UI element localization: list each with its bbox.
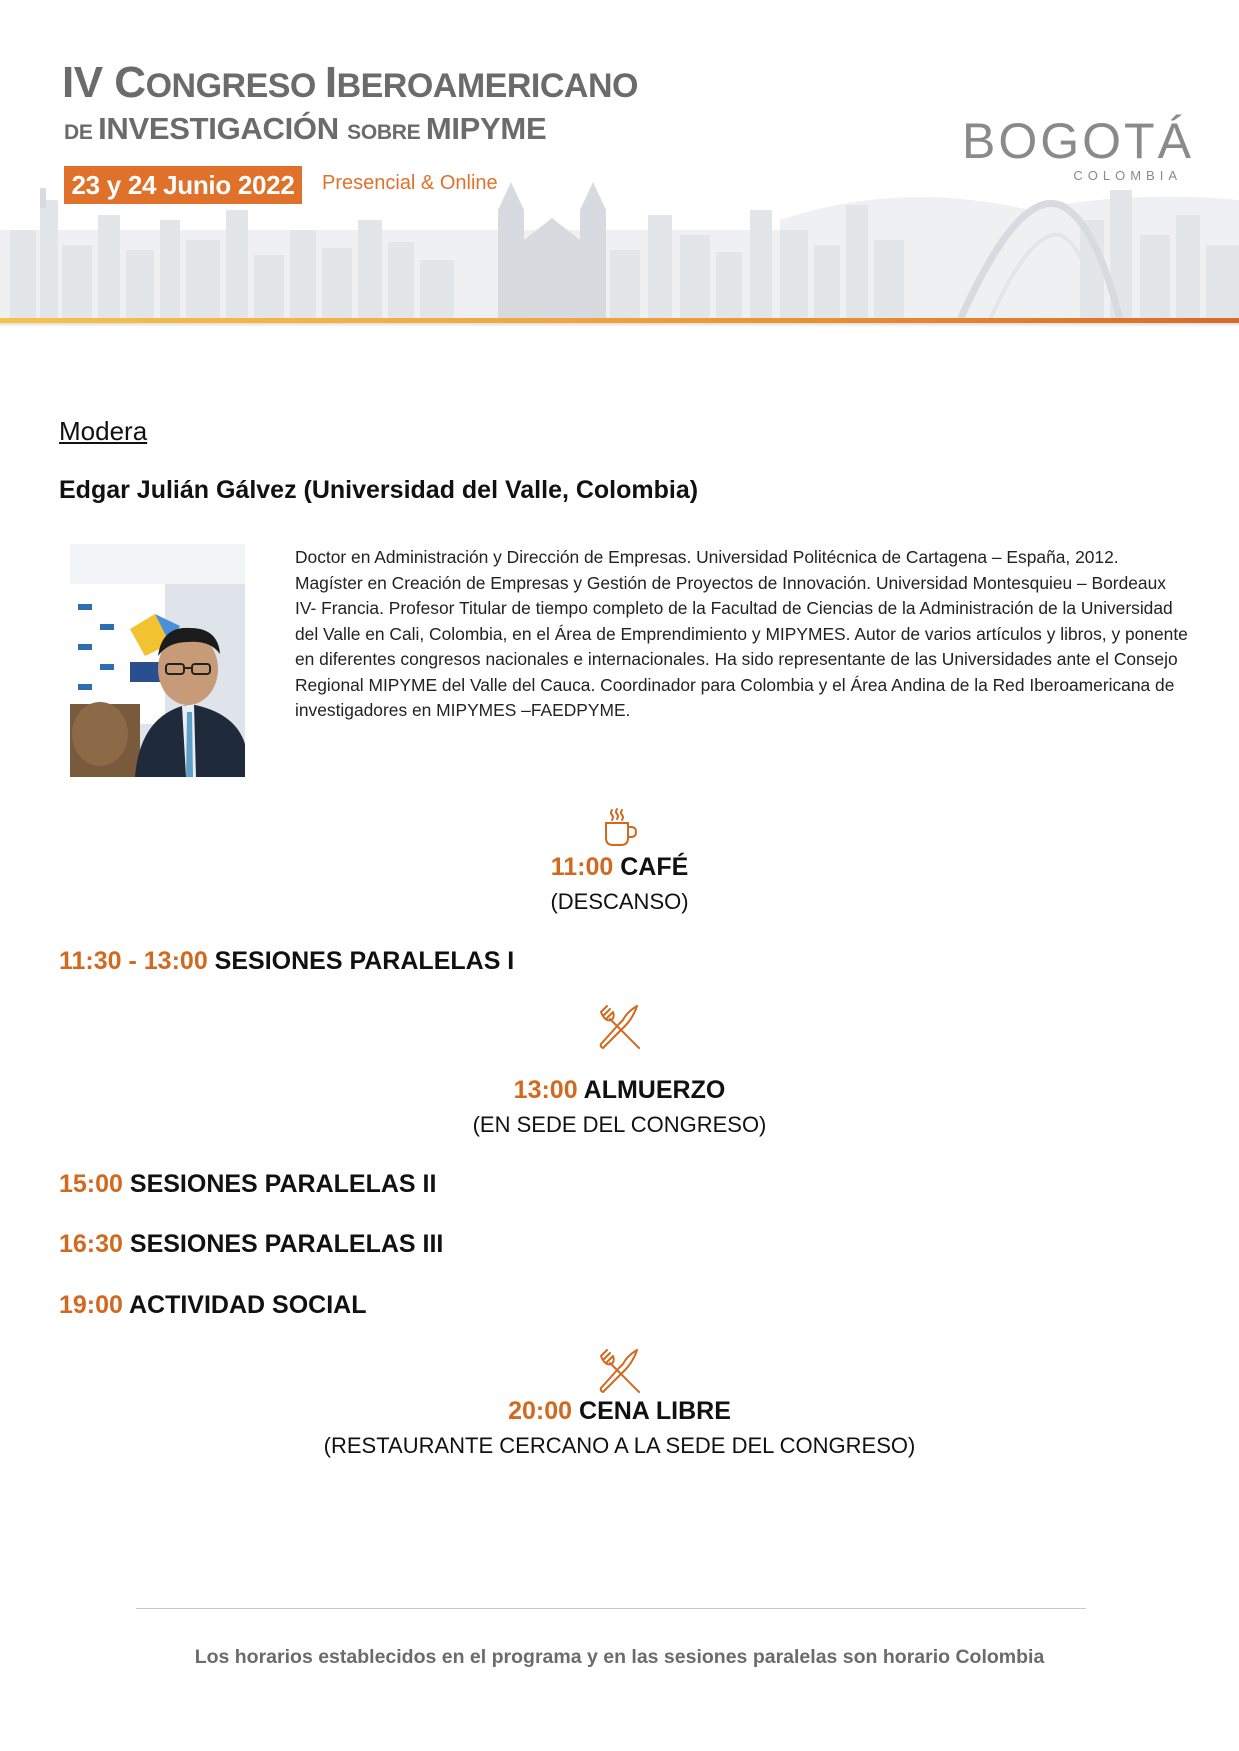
moderator-portrait-icon xyxy=(70,544,245,777)
dinner-title: 20:00 CENA LIBRE xyxy=(508,1397,731,1425)
date-badge: 23 y 24 Junio 2022 xyxy=(64,166,302,204)
city-logo: BOGOTÁ xyxy=(962,113,1194,169)
congress-title-line2: DE INVESTIGACIÓN SOBRE MIPYME xyxy=(64,111,547,146)
header-banner xyxy=(0,0,1239,330)
moderator-bio: Doctor en Administración y Dirección de Empresas. Universidad Politécnica de Cartagena – España, 2012. Magíster en Creación de Empresas y Gestión de Proyectos de Innovación. Universidad Montesquieu – Bordeaux IV- Francia. Profesor Titular de tiempo completo de la Facultad de Ciencias de la Administración de la Universidad del Valle en Cali, Colombia, en el Área de Emprendimiento y MIPYMES. Autor de varios artículos y libros, y ponente en diferentes congresos nacionales e internacionales. Ha sido representante de las Universidades ante el Consejo Regional MIPYME del Valle del Cauca. Coordinador para Colombia y el Área Andina de la Red Iberoamericana de investigadores en MIPYMES –FAEDPYME. xyxy=(295,547,1188,720)
modality-label: Presencial & Online xyxy=(322,172,498,194)
moderator-photo xyxy=(70,544,245,777)
social-activity-row: 19:00 ACTIVIDAD SOCIAL xyxy=(59,1291,367,1319)
moderator-heading: Modera xyxy=(59,416,148,446)
country-label: COLOMBIA xyxy=(1073,168,1182,183)
fork-knife-icon xyxy=(597,1348,643,1394)
fork-knife-icon xyxy=(597,1004,643,1050)
footer-note: Los horarios establecidos en el programa y en las sesiones paralelas son horario Colombia xyxy=(194,1646,1045,1668)
sessions-3-row: 16:30 SESIONES PARALELAS III xyxy=(59,1230,444,1258)
cafe-subtitle: (DESCANSO) xyxy=(550,889,689,914)
dinner-subtitle: (RESTAURANTE CERCANO A LA SEDE DEL CONGRESO) xyxy=(323,1433,916,1458)
lunch-subtitle: (EN SEDE DEL CONGRESO) xyxy=(472,1112,767,1137)
moderator-name: Edgar Julián Gálvez (Universidad del Valle, Colombia) xyxy=(59,476,699,504)
cafe-title: 11:00 CAFÉ xyxy=(550,853,689,881)
sessions-2-row: 15:00 SESIONES PARALELAS II xyxy=(59,1170,437,1198)
congress-title-line1: IV CONGRESO IBEROAMERICANO xyxy=(62,58,638,107)
sessions-1-row: 11:30 - 13:00 SESIONES PARALELAS I xyxy=(59,947,515,975)
dinner-icon-row xyxy=(0,1348,1239,1394)
lunch-icon-row xyxy=(0,1004,1239,1050)
cafe-icon-row xyxy=(0,806,1239,848)
banner-divider-shadow xyxy=(0,323,1239,327)
lunch-title: 13:00 ALMUERZO xyxy=(513,1076,726,1104)
coffee-cup-icon xyxy=(600,806,640,848)
footer-divider xyxy=(136,1608,1086,1609)
